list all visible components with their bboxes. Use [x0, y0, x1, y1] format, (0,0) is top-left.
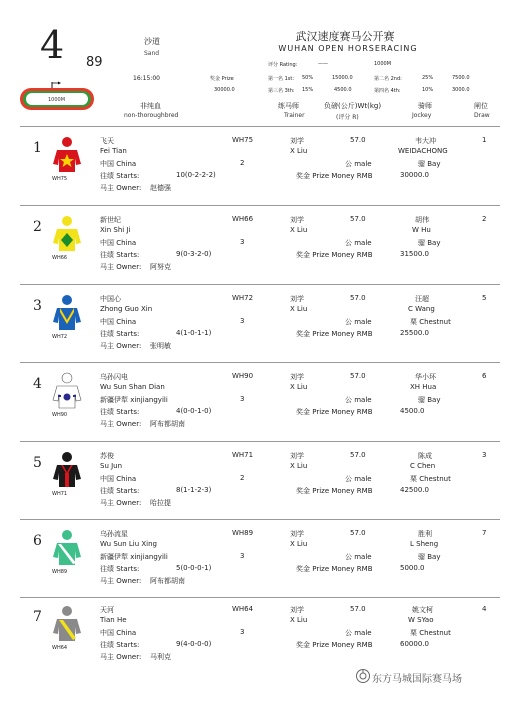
- horse-code-col: WH72: [232, 294, 254, 302]
- horse-name: 乌孙闪电: [100, 373, 128, 381]
- divider: [20, 284, 500, 285]
- trainer-name-en: X Liu: [290, 462, 308, 470]
- starts-label: 往绩 Starts:: [100, 330, 140, 338]
- race-time: 16:15:00: [133, 75, 160, 82]
- draw-position: 2: [482, 215, 487, 223]
- third-amount: 4500.0: [334, 87, 352, 93]
- horse-code-col: WH66: [232, 215, 254, 223]
- horse-origin: 中国 China: [100, 475, 137, 483]
- horse-age: 2: [240, 474, 245, 482]
- horse-name-en: Su Jun: [100, 462, 123, 470]
- horse-color: 栗 Chestnut: [410, 318, 451, 326]
- horse-age: 3: [240, 552, 245, 560]
- first-pct: 50%: [302, 75, 314, 81]
- jockey-silk-icon: [52, 136, 82, 176]
- entry-number: 6: [33, 533, 42, 549]
- horse-color: 骝 Bay: [418, 239, 441, 247]
- horse-age: 3: [240, 395, 245, 403]
- first-amount: 15000.0: [332, 75, 353, 81]
- horse-sex: 公 male: [345, 553, 372, 561]
- jockey-name: 韦大冲: [415, 137, 436, 145]
- horse-weight: 57.0: [350, 294, 366, 302]
- jockey-name: 胜利: [418, 530, 432, 538]
- entry-row: [0, 601, 520, 676]
- prize-money-label: 奖金 Prize Money RMB: [296, 641, 373, 649]
- col-breed: 非纯血: [140, 102, 161, 110]
- prize-money: 25500.0: [400, 329, 429, 337]
- horse-owner: 阿布都胡南: [150, 420, 185, 428]
- jockey-name-en: L Sheng: [410, 540, 439, 548]
- prize-money-label: 奖金 Prize Money RMB: [296, 487, 373, 495]
- divider: [20, 126, 500, 127]
- prize-money: 4500.0: [400, 407, 425, 415]
- jockey-name: 华小环: [415, 373, 436, 381]
- prize-money-label: 奖金 Prize Money RMB: [296, 172, 373, 180]
- horse-color: 骝 Bay: [418, 553, 441, 561]
- prize-money: 30000.0: [400, 171, 429, 179]
- track-type: 沙道: [144, 37, 160, 46]
- prize-money-label: 奖金 Prize Money RMB: [296, 330, 373, 338]
- trainer-name: 刘学: [290, 216, 304, 224]
- jockey-silk-icon: [52, 215, 82, 255]
- trainer-name: 刘学: [290, 452, 304, 460]
- divider: [20, 519, 500, 520]
- entry-row: [0, 525, 520, 600]
- owner-label: 马主 Owner:: [100, 184, 142, 192]
- starts-label: 往绩 Starts:: [100, 565, 140, 573]
- track-type-en: Sand: [144, 50, 160, 57]
- entry-row: [0, 368, 520, 443]
- prize-money: 42500.0: [400, 486, 429, 494]
- horse-name-en: Zhong Guo Xin: [100, 305, 153, 313]
- col-trainer-en: Trainer: [284, 112, 305, 119]
- jockey-silk-icon: [52, 294, 82, 334]
- horse-color: 骝 Bay: [418, 160, 441, 168]
- horse-code-col: WH64: [232, 605, 254, 613]
- horse-origin: 中国 China: [100, 239, 137, 247]
- horse-sex: 公 male: [345, 475, 372, 483]
- horse-weight: 57.0: [350, 136, 366, 144]
- horse-owner: 赵德强: [150, 184, 171, 192]
- horse-sex: 公 male: [345, 629, 372, 637]
- jockey-silk-icon: [52, 451, 82, 491]
- trainer-name-en: X Liu: [290, 305, 308, 313]
- draw-position: 3: [482, 451, 487, 459]
- horse-code-col: WH75: [232, 136, 254, 144]
- prize-money-label: 奖金 Prize Money RMB: [296, 565, 373, 573]
- jockey-silk-icon: [52, 605, 82, 645]
- horse-sex: 公 male: [345, 318, 372, 326]
- horse-name: 乌孙流星: [100, 530, 128, 538]
- horse-weight: 57.0: [350, 372, 366, 380]
- col-breed-en: non-thoroughbred: [124, 112, 179, 119]
- draw-position: 4: [482, 605, 487, 613]
- horse-name: 天河: [100, 606, 114, 614]
- trainer-name-en: X Liu: [290, 147, 308, 155]
- starts-label: 往绩 Starts:: [100, 641, 140, 649]
- horse-age: 3: [240, 317, 245, 325]
- trainer-name: 刘学: [290, 295, 304, 303]
- trainer-name: 刘学: [290, 606, 304, 614]
- jockey-name-en: W SYao: [408, 616, 434, 624]
- horse-name-en: Wu Sun Liu Xing: [100, 540, 158, 548]
- owner-label: 马主 Owner:: [100, 577, 142, 585]
- horse-starts: 8(1-1-2-3): [176, 486, 212, 494]
- race-title-en: WUHAN OPEN HORSERACING: [278, 44, 418, 53]
- divider: [20, 205, 500, 206]
- trainer-name: 刘学: [290, 530, 304, 538]
- horse-owner: 张明敏: [150, 342, 171, 350]
- horse-name: 新世纪: [100, 216, 121, 224]
- entry-row: [0, 132, 520, 207]
- horse-origin: 中国 China: [100, 629, 137, 637]
- draw-position: 1: [482, 136, 487, 144]
- horse-code: WH66: [52, 255, 68, 261]
- jockey-name: 陈成: [418, 452, 432, 460]
- horse-sex: 公 male: [345, 239, 372, 247]
- divider: [20, 441, 500, 442]
- third-label: 第三名 3th:: [268, 88, 295, 94]
- trainer-name: 刘学: [290, 373, 304, 381]
- horse-starts: 10(0-2-2-2): [176, 171, 216, 179]
- owner-label: 马主 Owner:: [100, 342, 142, 350]
- second-pct: 25%: [422, 75, 434, 81]
- track-distance-label: 1000M: [48, 97, 66, 103]
- col-jockey: 骑师: [418, 102, 432, 110]
- horse-origin: 新疆伊犁 xinjiangyili: [100, 396, 168, 404]
- horse-starts: 5(0-0-0-1): [176, 564, 212, 572]
- owner-label: 马主 Owner:: [100, 420, 142, 428]
- jockey-name: 姚文柯: [412, 606, 433, 614]
- horse-weight: 57.0: [350, 605, 366, 613]
- starts-label: 往绩 Starts:: [100, 408, 140, 416]
- horse-code: WH71: [52, 491, 68, 497]
- race-rating: 89: [86, 55, 103, 70]
- wechat-logo-icon: [356, 669, 370, 683]
- prize-total: 30000.0: [214, 87, 235, 93]
- race-number: 4: [40, 23, 65, 67]
- horse-owner: 阿努克: [150, 263, 171, 271]
- draw-position: 5: [482, 294, 487, 302]
- entry-number: 7: [33, 609, 42, 625]
- third-pct: 15%: [302, 87, 314, 93]
- prize-money: 60000.0: [400, 640, 429, 648]
- jockey-name-en: C Wang: [408, 305, 435, 313]
- draw-position: 7: [482, 529, 487, 537]
- col-weight: 负磅(公斤)Wt(kg): [324, 102, 382, 110]
- entry-number: 3: [33, 298, 42, 314]
- horse-code: WH72: [52, 334, 68, 340]
- entry-row: [0, 211, 520, 286]
- trainer-name-en: X Liu: [290, 226, 308, 234]
- horse-color: 骝 Bay: [418, 396, 441, 404]
- fourth-pct: 10%: [422, 87, 434, 93]
- horse-name: 苏俊: [100, 452, 114, 460]
- first-label: 第一名 1st:: [268, 76, 295, 82]
- owner-label: 马主 Owner:: [100, 263, 142, 271]
- race-distance: 1000M: [374, 61, 392, 67]
- rating-value: ——: [318, 61, 328, 67]
- jockey-name-en: W Hu: [412, 226, 431, 234]
- entry-number: 1: [33, 140, 42, 156]
- horse-weight: 57.0: [350, 529, 366, 537]
- horse-origin: 中国 China: [100, 318, 137, 326]
- col-draw: 闸位: [474, 102, 488, 110]
- entry-row: [0, 447, 520, 522]
- horse-code: WH64: [52, 645, 68, 651]
- trainer-name-en: X Liu: [290, 540, 308, 548]
- horse-name-en: Tian He: [100, 616, 127, 624]
- horse-code-col: WH89: [232, 529, 254, 537]
- horse-code: WH90: [52, 412, 68, 418]
- prize-money-label: 奖金 Prize Money RMB: [296, 251, 373, 259]
- entry-number: 5: [33, 455, 42, 471]
- owner-label: 马主 Owner:: [100, 653, 142, 661]
- second-amount: 7500.0: [452, 75, 470, 81]
- starts-label: 往绩 Starts:: [100, 487, 140, 495]
- jockey-name-en: XH Hua: [410, 383, 437, 391]
- col-trainer: 练马师: [278, 102, 299, 110]
- entry-number: 2: [33, 219, 42, 235]
- trainer-name: 刘学: [290, 137, 304, 145]
- horse-code: WH75: [52, 176, 68, 182]
- entry-row: [0, 290, 520, 365]
- horse-owner: 马利克: [150, 653, 171, 661]
- horse-name-en: Wu Sun Shan Dian: [100, 383, 165, 391]
- jockey-name: 汪超: [415, 295, 429, 303]
- horse-starts: 9(0-3-2-0): [176, 250, 212, 258]
- horse-origin: 中国 China: [100, 160, 137, 168]
- col-weight-en: (评分 R): [336, 114, 359, 121]
- watermark-text: 东方马城国际赛马场: [372, 674, 462, 685]
- col-draw-en: Draw: [474, 112, 490, 119]
- second-label: 第二名 2nd:: [374, 76, 402, 82]
- starts-label: 往绩 Starts:: [100, 172, 140, 180]
- rating-label: 评分 Rating:: [268, 62, 298, 68]
- horse-color: 栗 Chestnut: [410, 475, 451, 483]
- fourth-label: 第四名 4th:: [374, 88, 401, 94]
- col-jockey-en: Jockey: [412, 112, 432, 119]
- prize-money: 5000.0: [400, 564, 425, 572]
- horse-name: 中国心: [100, 295, 121, 303]
- draw-position: 6: [482, 372, 487, 380]
- horse-origin: 新疆伊犁 xinjiangyili: [100, 553, 168, 561]
- jockey-name-en: WEIDACHONG: [398, 147, 448, 155]
- prize-money: 31500.0: [400, 250, 429, 258]
- starts-label: 往绩 Starts:: [100, 251, 140, 259]
- horse-age: 3: [240, 628, 245, 636]
- jockey-name: 胡伟: [415, 216, 429, 224]
- horse-starts: 4(0-0-1-0): [176, 407, 212, 415]
- horse-name: 飞天: [100, 137, 114, 145]
- horse-code: WH89: [52, 569, 68, 575]
- entry-number: 4: [33, 376, 42, 392]
- prize-label: 奖金 Prize: [210, 76, 234, 82]
- horse-starts: 4(1-0-1-1): [176, 329, 212, 337]
- horse-owner: 阿布都胡南: [150, 577, 185, 585]
- horse-age: 3: [240, 238, 245, 246]
- horse-age: 2: [240, 159, 245, 167]
- horse-name-en: Xin Shi Ji: [100, 226, 131, 234]
- race-title: 武汉速度赛马公开赛: [295, 30, 395, 43]
- track-diagram: [18, 80, 98, 112]
- jockey-silk-icon: [52, 372, 82, 412]
- divider: [20, 597, 500, 598]
- horse-color: 栗 Chestnut: [410, 629, 451, 637]
- trainer-name-en: X Liu: [290, 383, 308, 391]
- horse-code-col: WH71: [232, 451, 254, 459]
- prize-money-label: 奖金 Prize Money RMB: [296, 408, 373, 416]
- horse-sex: 公 male: [345, 160, 372, 168]
- horse-weight: 57.0: [350, 215, 366, 223]
- horse-starts: 9(4-0-0-0): [176, 640, 212, 648]
- horse-code-col: WH90: [232, 372, 254, 380]
- horse-owner: 哈拉提: [150, 499, 171, 507]
- horse-sex: 公 male: [345, 396, 372, 404]
- trainer-name-en: X Liu: [290, 616, 308, 624]
- horse-weight: 57.0: [350, 451, 366, 459]
- owner-label: 马主 Owner:: [100, 499, 142, 507]
- divider: [20, 362, 500, 363]
- jockey-silk-icon: [52, 529, 82, 569]
- jockey-name-en: C Chen: [410, 462, 436, 470]
- horse-name-en: Fei Tian: [100, 147, 127, 155]
- fourth-amount: 3000.0: [452, 87, 470, 93]
